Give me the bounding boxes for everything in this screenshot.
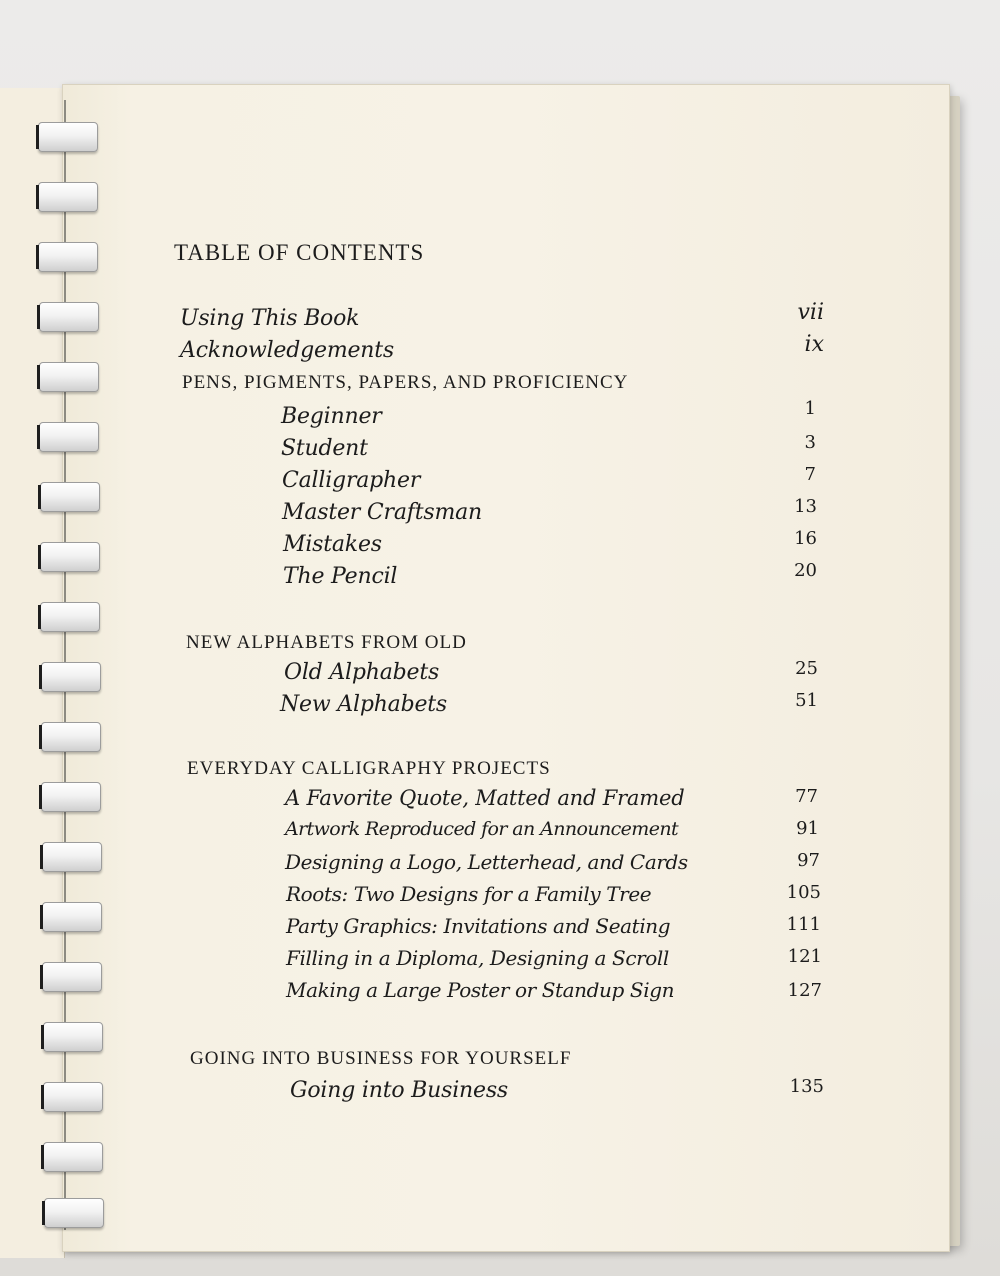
toc-entry-page: 20 (794, 560, 817, 581)
toc-entry-page: vii (797, 300, 824, 325)
toc-entry-title: Roots: Two Designs for a Family Tree (286, 882, 652, 906)
toc-entry-title: Old Alphabets (284, 660, 440, 685)
toc-entry-title: The Pencil (283, 564, 398, 589)
toc-entry-page: 51 (795, 690, 818, 711)
toc-entry-title: Calligrapher (282, 468, 421, 493)
toc-entry-title: Master Craftsman (282, 500, 482, 525)
toc-section-title: GOING INTO BUSINESS FOR YOURSELF (190, 1048, 572, 1069)
toc-entry-page: 77 (795, 786, 818, 807)
toc-entry-title: Acknowledgements (180, 338, 395, 363)
toc-entry-title: New Alphabets (280, 692, 448, 717)
toc-entry-title: Going into Business (290, 1078, 509, 1103)
toc-entry-page: 16 (794, 528, 817, 549)
toc-entry-title: Making a Large Poster or Standup Sign (286, 978, 675, 1002)
toc-heading: TABLE OF CONTENTS (174, 240, 425, 265)
toc-entry-page: 25 (795, 658, 818, 679)
toc-entry-page: 121 (787, 946, 822, 967)
toc-entry-title: Beginner (281, 404, 382, 429)
toc-entry-title: Mistakes (283, 532, 382, 557)
toc-entry-page: 111 (786, 914, 821, 935)
toc-entry-page: 97 (797, 850, 820, 871)
toc-section-title: NEW ALPHABETS FROM OLD (186, 632, 467, 653)
toc-entry-page: 127 (787, 980, 822, 1001)
toc-entry-page: 91 (796, 818, 819, 839)
toc-entry-page: 1 (804, 398, 816, 419)
toc-entry-page: 3 (804, 432, 816, 453)
toc-entry-page: 7 (804, 464, 816, 485)
toc-section-title: EVERYDAY CALLIGRAPHY PROJECTS (187, 758, 551, 779)
toc-section-title: PENS, PIGMENTS, PAPERS, AND PROFICIENCY (182, 372, 629, 393)
toc-entry-title: Using This Book (180, 306, 360, 331)
toc-entry-page: 105 (786, 882, 821, 903)
toc-entry-title: Artwork Reproduced for an Announcement (285, 818, 679, 840)
toc-entry-title: A Favorite Quote, Matted and Framed (285, 786, 685, 810)
toc-entry-page: 135 (789, 1076, 824, 1097)
toc-entry-page: ix (804, 332, 824, 357)
toc-entry-title: Filling in a Diploma, Designing a Scroll (286, 946, 669, 970)
toc-entry-title: Party Graphics: Invitations and Seating (286, 914, 671, 938)
toc-entry-page: 13 (794, 496, 817, 517)
toc-entry-title: Student (281, 436, 368, 461)
toc-entry-title: Designing a Logo, Letterhead, and Cards (285, 850, 688, 874)
